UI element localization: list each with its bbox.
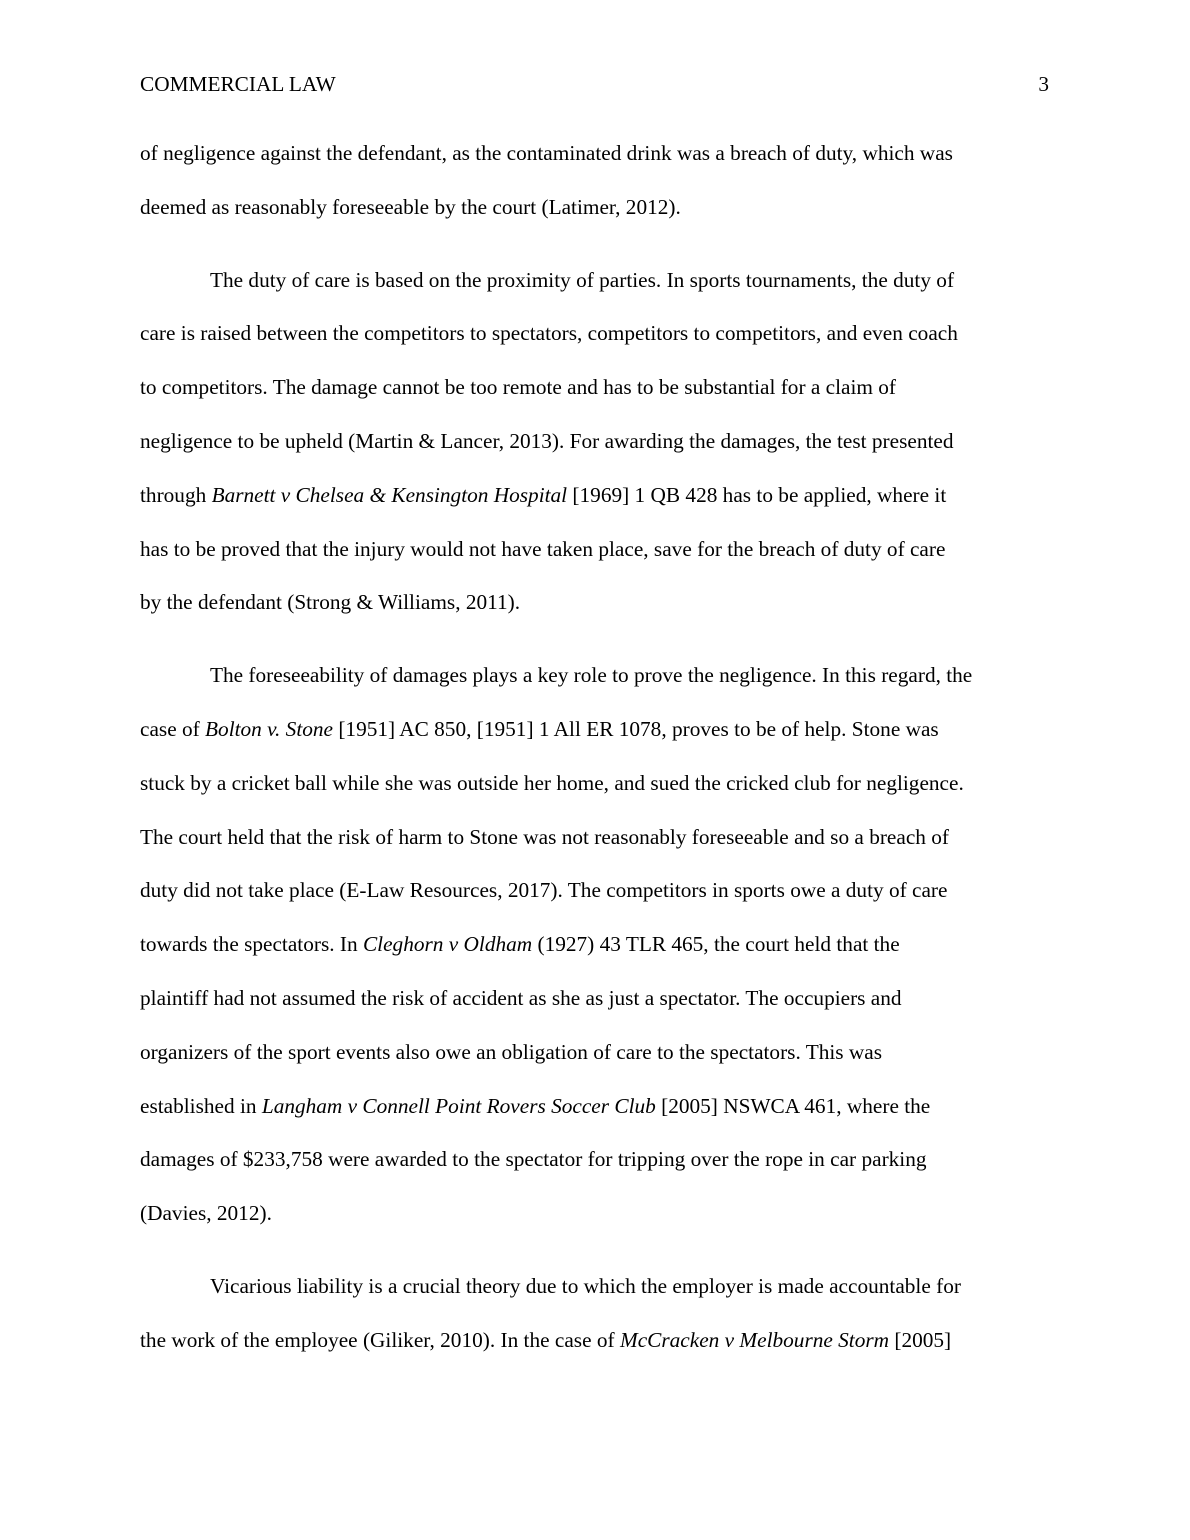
paragraph (140, 127, 1049, 235)
text-line: plaintiff had not assumed the risk of accident as she as just a spectator. The occupiers and (140, 985, 902, 1010)
text-line: case of Bolton v. Stone [1951] AC 850, [1951] 1 All ER 1078, proves to be of help. Stone was (140, 716, 939, 741)
text-line: negligence to be upheld (Martin & Lancer, 2013). For awarding the damages, the test presented (140, 428, 954, 453)
paragraph (140, 649, 1049, 1241)
text-line: duty did not take place (E-Law Resources, 2017). The competitors in sports owe a duty of care (140, 878, 948, 903)
paragraph (140, 1260, 1049, 1368)
text-line: care is raised between the competitors to spectators, competitors to competitors, and even coach (140, 321, 958, 346)
text-line: of negligence against the defendant, as the contaminated drink was a breach of duty, which was (140, 141, 953, 165)
page-number: 3 (1038, 72, 1049, 96)
text-line: established in Langham v Connell Point Rovers Soccer Club [2005] NSWCA 461, where the (140, 1093, 931, 1118)
text-line: has to be proved that the injury would not have taken place, save for the breach of duty of care (140, 536, 946, 561)
case-citation: Langham v Connell Point Rovers Soccer Club (261, 1093, 656, 1118)
text-line: (Davies, 2012). (140, 1201, 272, 1226)
text-line: The foreseeability of damages plays a key role to prove the negligence. In this regard, the (210, 663, 973, 688)
text-line: the work of the employee (Giliker, 2010). In the case of McCracken v Melbourne Storm [2005] (140, 1327, 952, 1352)
case-citation: Bolton v. Stone (205, 716, 333, 741)
case-citation: Barnett v Chelsea & Kensington Hospital (211, 482, 568, 507)
case-citation: Cleghorn v Oldham (362, 932, 533, 957)
paragraph (140, 254, 1049, 631)
text-line: damages of $233,758 were awarded to the spectator for tripping over the rope in car parking (140, 1147, 927, 1172)
text-line: The court held that the risk of harm to Stone was not reasonably foreseeable and so a breach of (140, 824, 950, 849)
body-text (140, 127, 1049, 1368)
text-line: stuck by a cricket ball while she was outside her home, and sued the cricked club for negligence. (140, 770, 964, 795)
text-line: Vicarious liability is a crucial theory due to which the employer is made accountable for (210, 1273, 961, 1298)
text-line: to competitors. The damage cannot be too remote and has to be substantial for a claim of (140, 375, 897, 400)
text-line: deemed as reasonably foreseeable by the court (Latimer, 2012). (140, 194, 681, 219)
text-line: The duty of care is based on the proximity of parties. In sports tournaments, the duty of (210, 267, 955, 292)
running-head: COMMERCIAL LAW (140, 72, 336, 96)
case-citation: McCracken v Melbourne Storm (619, 1327, 890, 1352)
text-line: by the defendant (Strong & Williams, 2011). (140, 590, 521, 615)
text-line: organizers of the sport events also owe an obligation of care to the spectators. This was (140, 1039, 883, 1064)
text-line: towards the spectators. In Cleghorn v Oldham (1927) 43 TLR 465, the court held that the (140, 932, 900, 957)
text-line: through Barnett v Chelsea & Kensington Hospital [1969] 1 QB 428 has to be applied, where it (140, 482, 947, 507)
